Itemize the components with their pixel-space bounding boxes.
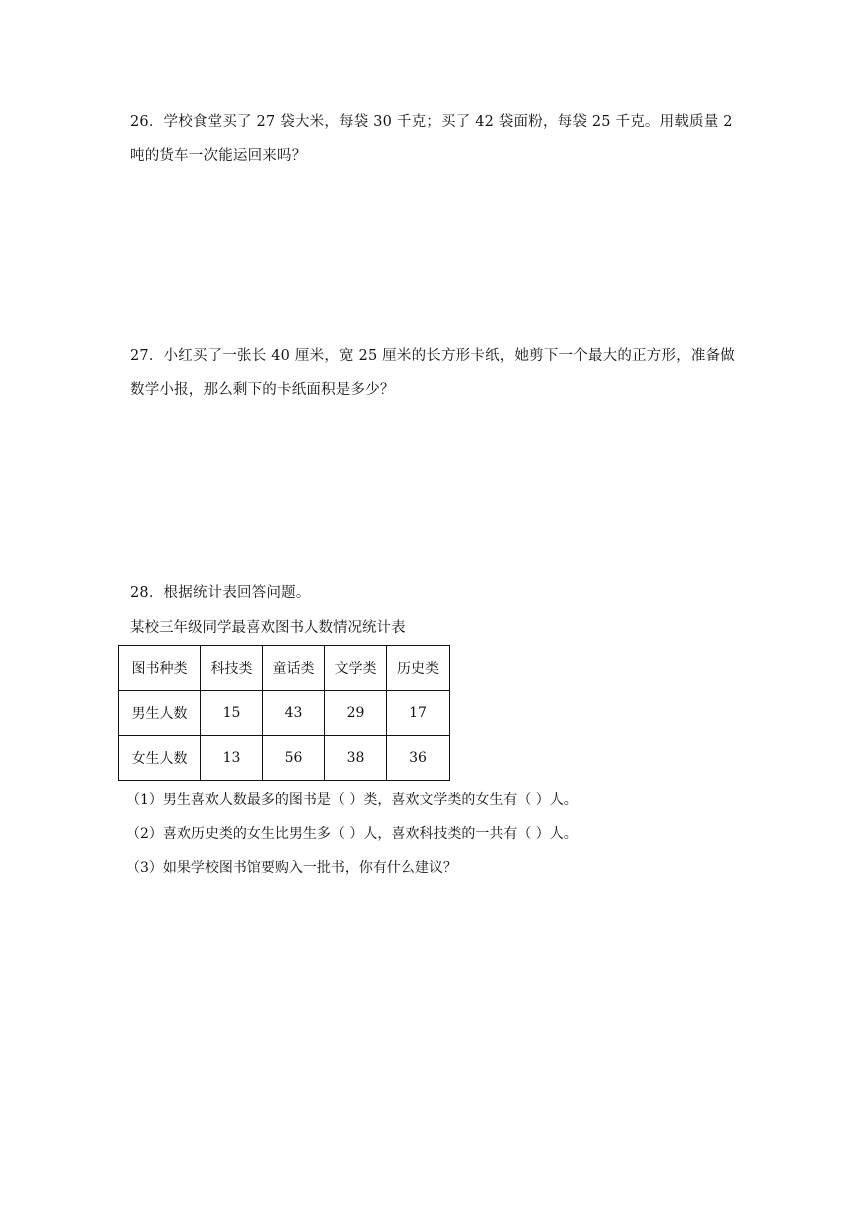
sub-question-3: （3）如果学校图书馆要购入一批书，你有什么建议？ [126, 860, 457, 876]
question-26-line-2: 吨的货车一次能运回来吗？ [130, 148, 307, 164]
table-header-cell: 文学类 [325, 646, 387, 691]
question-27-line-1: 27．小红买了一张长 40 厘米，宽 25 厘米的长方形卡纸，她剪下一个最大的正方形，准备做 [130, 348, 735, 364]
table-cell: 56 [263, 736, 325, 781]
sub-question-2: （2）喜欢历史类的女生比男生多（ ）人，喜欢科技类的一共有（ ）人。 [126, 826, 578, 842]
table-header-cell: 历史类 [387, 646, 450, 691]
table-cell: 17 [387, 691, 450, 736]
table-row [119, 691, 450, 736]
table-row [119, 736, 450, 781]
table-cell: 13 [201, 736, 263, 781]
table-cell: 43 [263, 691, 325, 736]
question-26-line-1: 26．学校食堂买了 27 袋大米，每袋 30 千克；买了 42 袋面粉，每袋 25 千克。用载质量 2 [130, 114, 733, 130]
question-27-line-2: 数学小报，那么剩下的卡纸面积是多少？ [130, 382, 395, 398]
table-cell: 15 [201, 691, 263, 736]
question-28-intro: 28．根据统计表回答问题。 [130, 585, 311, 601]
table-header-cell: 童话类 [263, 646, 325, 691]
statistics-table [118, 645, 450, 781]
table-cell: 36 [387, 736, 450, 781]
table-title: 某校三年级同学最喜欢图书人数情况统计表 [130, 620, 406, 636]
table-cell: 38 [325, 736, 387, 781]
table-cell: 男生人数 [119, 691, 201, 736]
table-header-cell: 图书种类 [119, 646, 201, 691]
table-cell: 29 [325, 691, 387, 736]
table-header-row [119, 646, 450, 691]
table-header-cell: 科技类 [201, 646, 263, 691]
table-cell: 女生人数 [119, 736, 201, 781]
sub-question-1: （1）男生喜欢人数最多的图书是（ ）类，喜欢文学类的女生有（ ）人。 [126, 792, 578, 808]
